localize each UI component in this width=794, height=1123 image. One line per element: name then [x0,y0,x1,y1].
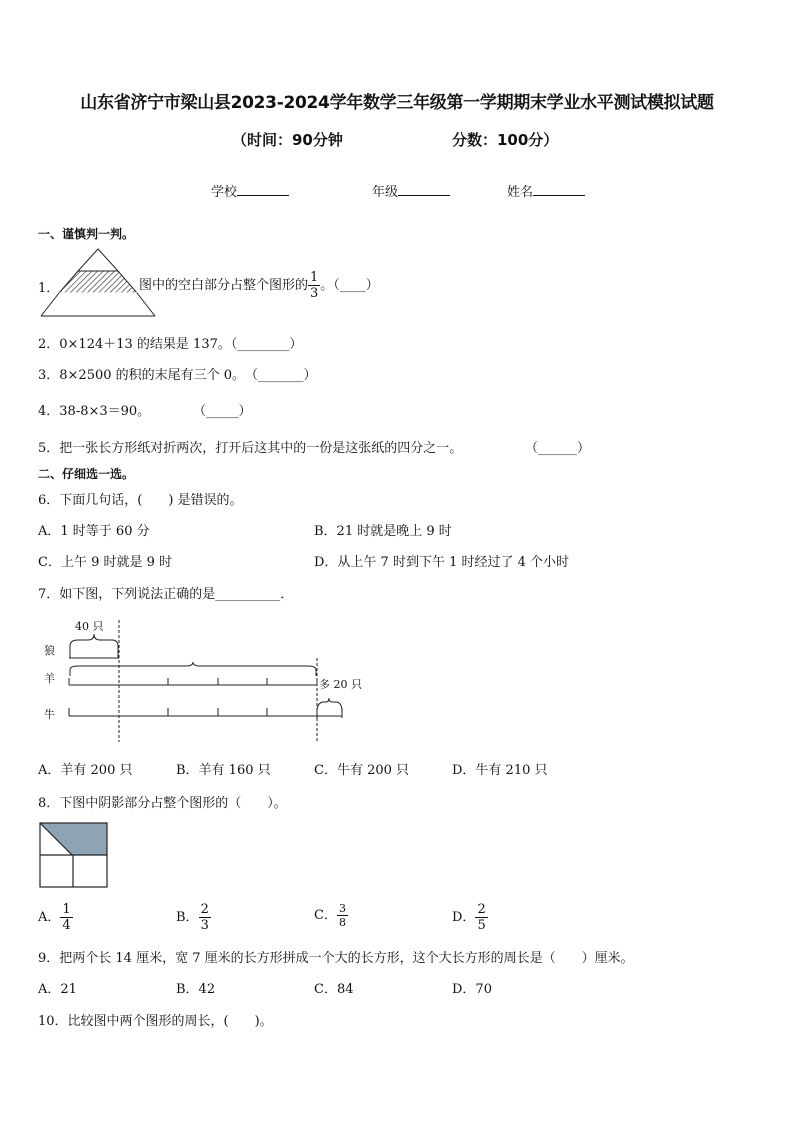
q8-c-numerator: 3 [338,902,346,915]
q8-b-numerator: 2 [200,902,209,917]
exam-time: （时间：90分钟 [232,131,343,149]
q8-option-b-letter: B． [176,910,199,925]
q5-answer-paren[interactable]: （______） [525,441,591,456]
school-field[interactable] [211,181,289,200]
q8-option-d-letter: D． [452,910,476,925]
q8-d-denominator: 5 [477,918,486,933]
q7-segment-diagram [38,618,378,743]
q5-text: 5．把一张长方形纸对折两次，打开后这其中的一份是这张纸的四分之一。 [38,441,463,456]
q8-option-c-letter: C． [314,908,337,923]
q7-row-sheep: 羊 [44,672,55,685]
q2-text: 2．0×124＋13 的结果是 137。（________） [38,337,303,352]
grade-field[interactable] [372,181,450,200]
q7-option-b[interactable]: B．羊有 160 只 [176,763,271,778]
q9-option-b[interactable]: B．42 [176,982,216,997]
q9-option-a[interactable]: A．21 [38,982,77,997]
q7-option-a[interactable]: A．羊有 200 只 [38,763,133,778]
q9-option-d[interactable]: D．70 [452,982,492,997]
q7-row-cow: 牛 [44,708,55,721]
q6-option-a[interactable]: A．1 时等于 60 分 [38,524,150,539]
school-label: 学校 [211,185,238,200]
name-label: 姓名 [507,185,534,200]
q1-frac-denominator: 3 [310,286,319,301]
q7-option-d[interactable]: D．牛有 210 只 [452,763,548,778]
q10-text: 10．比较图中两个图形的周长，( )。 [38,1014,273,1029]
grade-label: 年级 [372,185,399,200]
q7-label-40: 40 只 [75,620,104,633]
q1-text: 图中的空白部分占整个图形的 [139,278,309,293]
q6-option-b[interactable]: B．21 时就是晚上 9 时 [314,524,452,539]
q1-text-line [139,270,379,301]
q8-d-numerator: 2 [477,902,486,917]
q9-text: 9．把两个长 14 厘米，宽 7 厘米的长方形拼成一个大的长方形，这个大长方形的周长是（ ）厘米。 [38,951,634,966]
section-2-heading: 二、仔细选一选。 [38,467,135,481]
q8-b-denominator: 3 [200,918,209,933]
q1-number: 1． [38,281,60,296]
q8-c-denominator: 8 [338,916,346,929]
exam-score: 分数：100分） [452,131,559,149]
q8-option-c[interactable] [314,902,348,929]
q1-frac-numerator: 1 [310,270,319,285]
q7-option-c[interactable]: C．牛有 200 只 [314,763,410,778]
q1-fraction [308,270,320,301]
exam-title: 山东省济宁市梁山县2023-2024学年数学三年级第一学期期末学业水平测试模拟试题 [80,93,714,113]
q8-option-d[interactable] [452,902,488,933]
q7-row-wolf: 狼 [44,644,55,657]
q8-shaded-region [40,823,107,855]
q1-triangle-figure [58,248,138,318]
q4-text: 4．38-8×3＝90。 [38,404,151,419]
q7-label-more20: 多 20 只 [319,678,362,691]
q9-option-c[interactable]: C．84 [314,982,354,997]
q8-option-a[interactable] [38,902,73,933]
section-1-heading: 一、谨慎判一判。 [38,227,135,241]
q1-tail: 。（____） [320,278,379,293]
q7-text: 7．如下图，下列说法正确的是__________． [38,587,294,602]
q6-option-c[interactable]: C．上午 9 时就是 9 时 [38,555,173,570]
q8-text: 8．下图中阴影部分占整个图形的（ ）。 [38,796,287,811]
name-field[interactable] [507,181,585,200]
q8-option-b[interactable] [176,902,211,933]
q3-text: 3．8×2500 的积的末尾有三个 0。 （_______） [38,368,317,383]
q4-answer-paren[interactable]: （_____） [193,404,252,419]
q8-a-denominator: 4 [62,918,71,933]
q6-option-d[interactable]: D．从上午 7 时到下午 1 时经过了 4 个小时 [314,555,570,570]
q8-shaded-figure [39,822,109,888]
q8-option-a-letter: A． [38,910,61,925]
q8-a-numerator: 1 [62,902,71,917]
q6-text: 6．下面几句话，( ) 是错误的。 [38,493,243,508]
